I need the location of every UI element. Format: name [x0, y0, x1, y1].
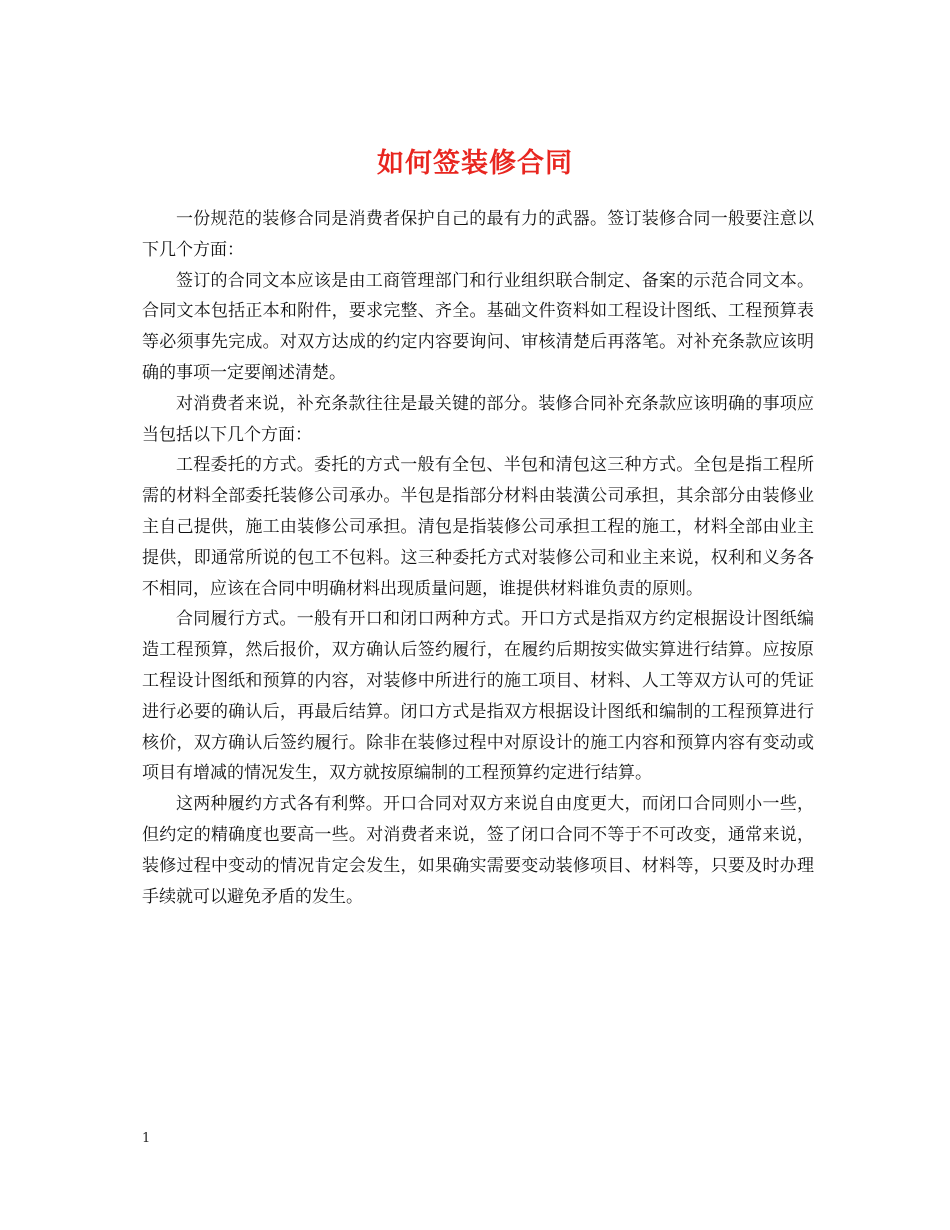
paragraph-commission-method: 工程委托的方式。委托的方式一般有全包、半包和清包这三种方式。全包是指工程所需的材料全部委托装修公司承办。半包是指部分材料由装潢公司承担，其余部分由装修业主自己提供，施工由装修公司承担。清包是指装修公司承担工程的施工，材料全部由业主提供，即通常所说的包工不包料。这三种委托方式对装修公司和业主来说，权利和义务各不相同，应该在合同中明确材料出现质量问题，谁提供材料谁负责的原则。 [142, 455, 814, 599]
page-number: 1 [142, 1131, 151, 1146]
paragraph-intro: 一份规范的装修合同是消费者保护自己的最有力的武器。签订装修合同一般要注意以下几个方面： [142, 209, 814, 260]
paragraph-supplementary-terms: 对消费者来说，补充条款往往是最关键的部分。装修合同补充条款应该明确的事项应当包括以下几个方面： [142, 393, 814, 445]
document-body [142, 204, 814, 912]
document-title: 如何签装修合同 [377, 148, 573, 180]
paragraph-pros-cons: 这两种履约方式各有利弊。开口合同对双方来说自由度更大，而闭口合同则小一些，但约定的精确度也要高一些。对消费者来说，签了闭口合同不等于不可改变，通常来说，装修过程中变动的情况肯定会发生，如果确实需要变动装修项目、材料等，只要及时办理手续就可以避免矛盾的发生。 [142, 794, 814, 907]
paragraph-contract-text: 签订的合同文本应该是由工商管理部门和行业组织联合制定、备案的示范合同文本。合同文本包括正本和附件，要求完整、齐全。基础文件资料如工程设计图纸、工程预算表等必须事先完成。对双方达成的约定内容要询问、审核清楚后再落笔。对补充条款应该明确的事项一定要阐述清楚。 [142, 270, 814, 383]
paragraph-performance-method: 合同履行方式。一般有开口和闭口两种方式。开口方式是指双方约定根据设计图纸编造工程预算，然后报价，双方确认后签约履行，在履约后期按实做实算进行结算。应按原工程设计图纸和预算的内容，对装修中所进行的施工项目、材料、人工等双方认可的凭证进行必要的确认后，再最后结算。闭口方式是指双方根据设计图纸和编制的工程预算进行核价，双方确认后签约履行。除非在装修过程中对原设计的施工内容和预算内容有变动或项目有增减的情况发生，双方就按原编制的工程预算约定进行结算。 [142, 609, 814, 784]
